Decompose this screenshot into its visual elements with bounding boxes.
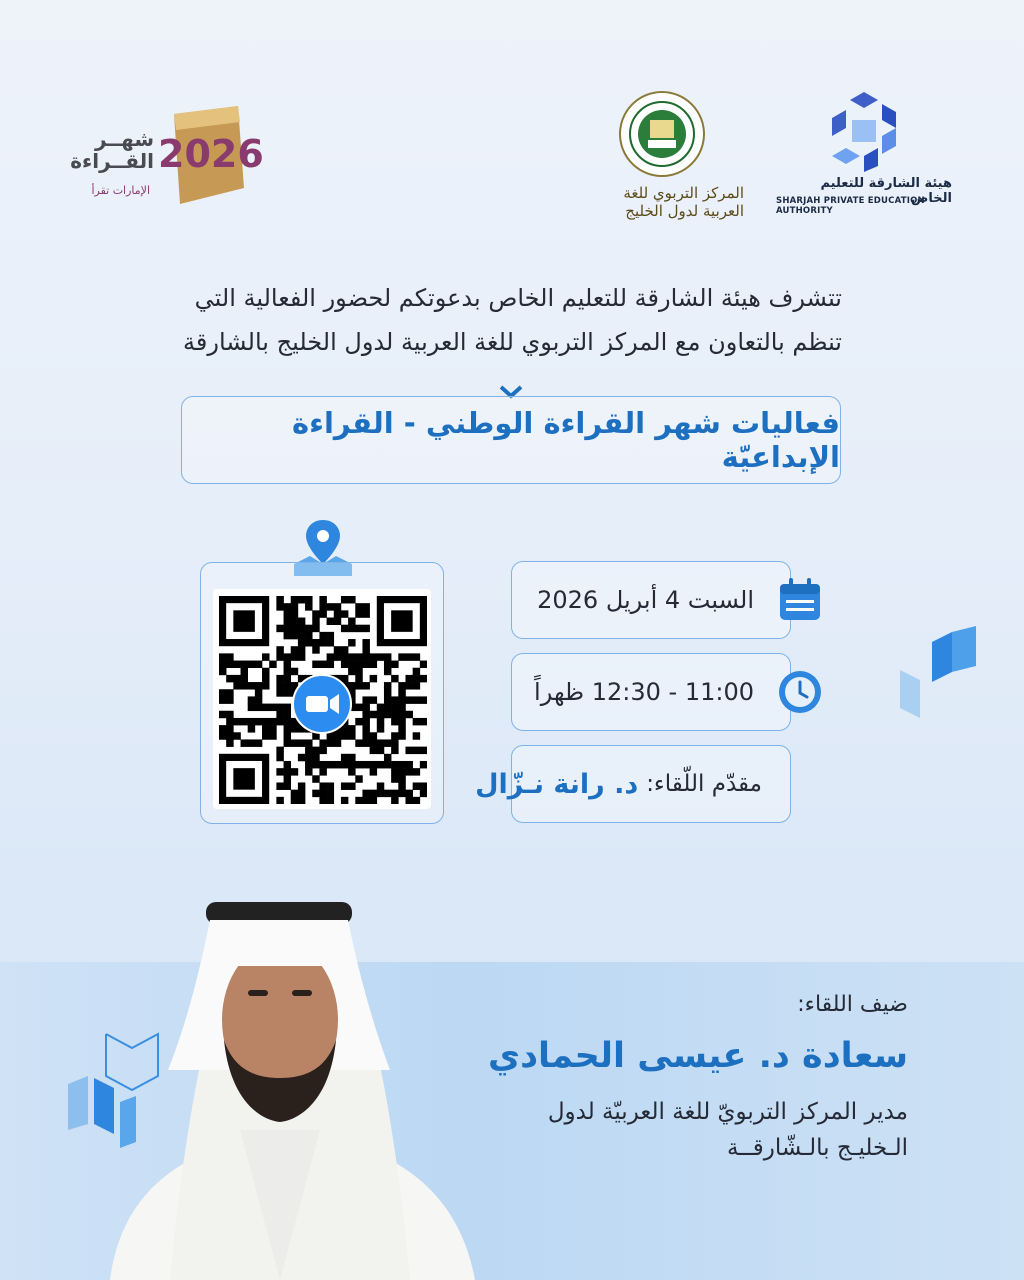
presenter-name: د. رانة نـزّال bbox=[475, 768, 639, 800]
time-box bbox=[511, 653, 791, 731]
authority-name-ar: هيئة الشارقة للتعليم الخاص bbox=[820, 176, 952, 206]
event-time: 11:00 - 12:30 ظهراً bbox=[534, 678, 754, 706]
calendar-icon bbox=[776, 576, 824, 624]
reading-month-title: شهــر القــراءة bbox=[70, 127, 154, 173]
gulf-arabic-center-logo bbox=[578, 90, 748, 220]
reading-month-year: 2026 bbox=[158, 132, 264, 176]
event-date: السبت 4 أبريل 2026 bbox=[537, 586, 754, 614]
authority-name-en: SHARJAH PRIVATE EDUCATION AUTHORITY bbox=[776, 196, 925, 216]
guest-name: سعادة د. عيسى الحمادي bbox=[488, 1036, 908, 1076]
guest-portrait bbox=[90, 870, 490, 1280]
presenter-box bbox=[475, 745, 791, 823]
event-title-box bbox=[181, 396, 841, 484]
invitation-line-1: تتشرف هيئة الشارقة للتعليم الخاص بدعوتكم لحضور الفعالية التي bbox=[194, 284, 842, 312]
guest-label: ضيف اللقاء: bbox=[797, 992, 908, 1017]
book-decoration-icon bbox=[896, 622, 980, 722]
center-seal-icon bbox=[618, 90, 706, 178]
guest-role-line-2: الـخليـج بالـشّارقــة bbox=[726, 1135, 908, 1161]
guest-role bbox=[488, 1094, 908, 1166]
reading-month-logo bbox=[66, 102, 264, 212]
date-box bbox=[511, 561, 791, 639]
center-name-ar: المركز التربوي للغة العربية لدول الخليج bbox=[623, 184, 744, 220]
presenter-label: مقدّم اللّقاء: bbox=[646, 771, 762, 797]
sharjah-authority-logo bbox=[776, 90, 956, 216]
authority-emblem-icon bbox=[826, 90, 902, 174]
invitation-line-2: تنظم بالتعاون مع المركز التربوي للغة العربية لدول الخليج بالشارقة bbox=[183, 328, 842, 356]
guest-role-line-1: مدير المركز التربويّ للغة العربيّة لدول bbox=[547, 1099, 908, 1125]
clock-icon bbox=[776, 668, 824, 716]
invitation-text bbox=[142, 276, 842, 364]
reading-month-tagline: الإمارات تقرأ bbox=[91, 184, 150, 197]
video-camera-icon bbox=[292, 674, 352, 734]
event-title: فعاليات شهر القراءة الوطني - القراءة الإبداعيّة bbox=[292, 406, 840, 474]
